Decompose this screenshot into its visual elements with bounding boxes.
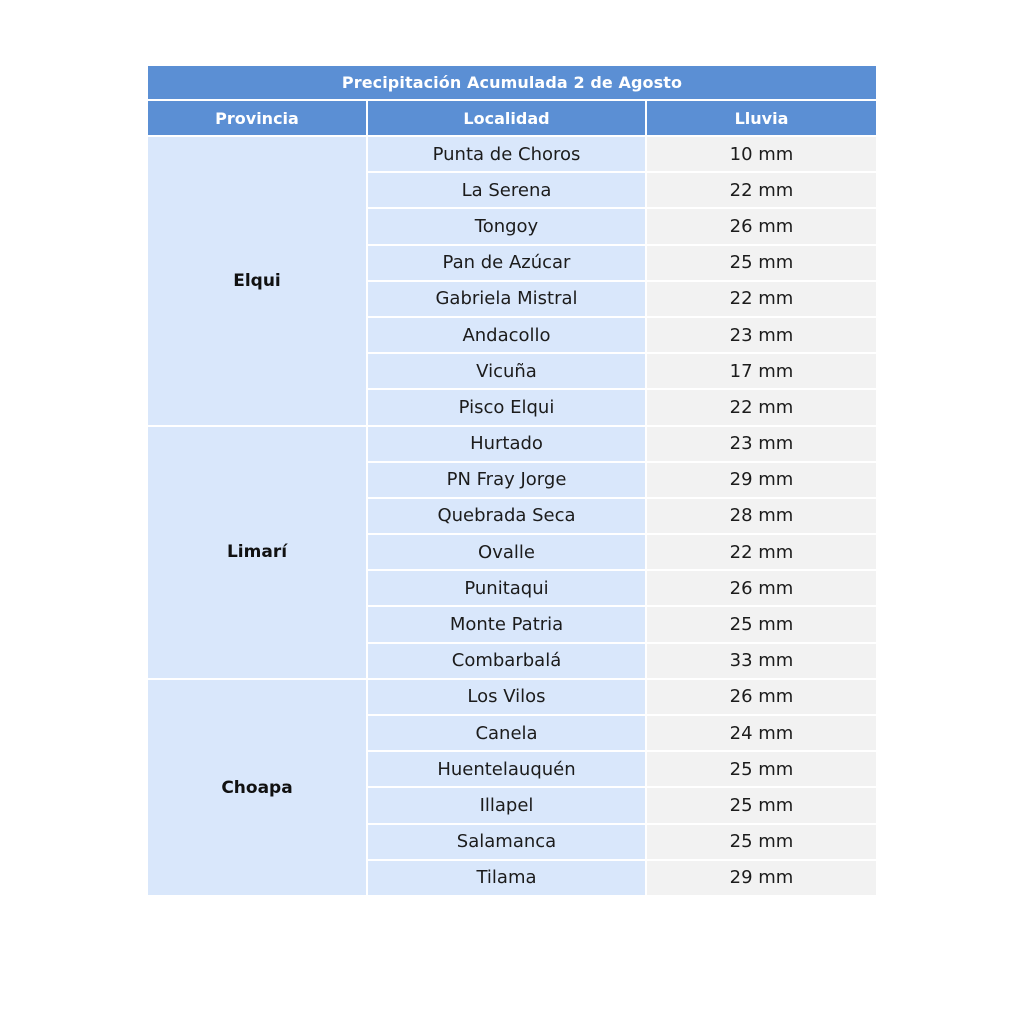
lluvia-cell: 22 mm — [647, 390, 876, 424]
table-row — [368, 823, 874, 859]
localidad-cell: Quebrada Seca — [368, 499, 645, 533]
table-row — [368, 642, 874, 678]
localidad-cell: Pan de Azúcar — [368, 246, 645, 280]
table-row — [368, 859, 874, 895]
table-row — [368, 207, 874, 243]
table-row — [368, 280, 874, 316]
localidad-cell: Combarbalá — [368, 644, 645, 678]
table-row — [368, 244, 874, 280]
localidad-cell: Pisco Elqui — [368, 390, 645, 424]
localidad-cell: Tilama — [368, 861, 645, 895]
lluvia-cell: 28 mm — [647, 499, 876, 533]
lluvia-cell: 29 mm — [647, 463, 876, 497]
localidad-cell: Ovalle — [368, 535, 645, 569]
header-localidad: Localidad — [368, 101, 645, 135]
lluvia-cell: 22 mm — [647, 535, 876, 569]
localidad-cell: Canela — [368, 716, 645, 750]
lluvia-cell: 17 mm — [647, 354, 876, 388]
localidad-cell: Huentelauquén — [368, 752, 645, 786]
localidad-cell: Andacollo — [368, 318, 645, 352]
table-row — [368, 786, 874, 822]
lluvia-cell: 25 mm — [647, 752, 876, 786]
lluvia-cell: 25 mm — [647, 607, 876, 641]
localidad-cell: Gabriela Mistral — [368, 282, 645, 316]
table-row — [368, 497, 874, 533]
localidad-cell: Illapel — [368, 788, 645, 822]
table-body — [148, 135, 876, 895]
lluvia-cell: 25 mm — [647, 246, 876, 280]
rows-column — [368, 135, 874, 895]
lluvia-cell: 26 mm — [647, 571, 876, 605]
table-row — [368, 352, 874, 388]
lluvia-cell: 24 mm — [647, 716, 876, 750]
lluvia-cell: 26 mm — [647, 680, 876, 714]
localidad-cell: PN Fray Jorge — [368, 463, 645, 497]
localidad-cell: Vicuña — [368, 354, 645, 388]
lluvia-cell: 29 mm — [647, 861, 876, 895]
province-column — [148, 135, 366, 895]
province-cell: Choapa — [148, 678, 366, 895]
table-row — [368, 750, 874, 786]
localidad-cell: Tongoy — [368, 209, 645, 243]
header-row — [148, 101, 876, 135]
table-row — [368, 461, 874, 497]
table-row — [368, 569, 874, 605]
table-row — [368, 171, 874, 207]
table-row — [368, 605, 874, 641]
precipitation-table — [148, 66, 876, 895]
lluvia-cell: 23 mm — [647, 427, 876, 461]
table-row — [368, 425, 874, 461]
header-lluvia: Lluvia — [647, 101, 876, 135]
lluvia-cell: 22 mm — [647, 173, 876, 207]
localidad-cell: Monte Patria — [368, 607, 645, 641]
table-row — [368, 388, 874, 424]
table-row — [368, 714, 874, 750]
province-cell: Limarí — [148, 425, 366, 678]
lluvia-cell: 23 mm — [647, 318, 876, 352]
localidad-cell: Los Vilos — [368, 680, 645, 714]
table-row — [368, 135, 874, 171]
localidad-cell: Hurtado — [368, 427, 645, 461]
table-row — [368, 533, 874, 569]
lluvia-cell: 25 mm — [647, 788, 876, 822]
localidad-cell: La Serena — [368, 173, 645, 207]
lluvia-cell: 25 mm — [647, 825, 876, 859]
lluvia-cell: 26 mm — [647, 209, 876, 243]
lluvia-cell: 10 mm — [647, 137, 876, 171]
table-row — [368, 678, 874, 714]
localidad-cell: Salamanca — [368, 825, 645, 859]
lluvia-cell: 22 mm — [647, 282, 876, 316]
province-cell: Elqui — [148, 135, 366, 425]
table-row — [368, 316, 874, 352]
lluvia-cell: 33 mm — [647, 644, 876, 678]
localidad-cell: Punitaqui — [368, 571, 645, 605]
table-title: Precipitación Acumulada 2 de Agosto — [148, 66, 876, 99]
localidad-cell: Punta de Choros — [368, 137, 645, 171]
header-provincia: Provincia — [148, 101, 366, 135]
